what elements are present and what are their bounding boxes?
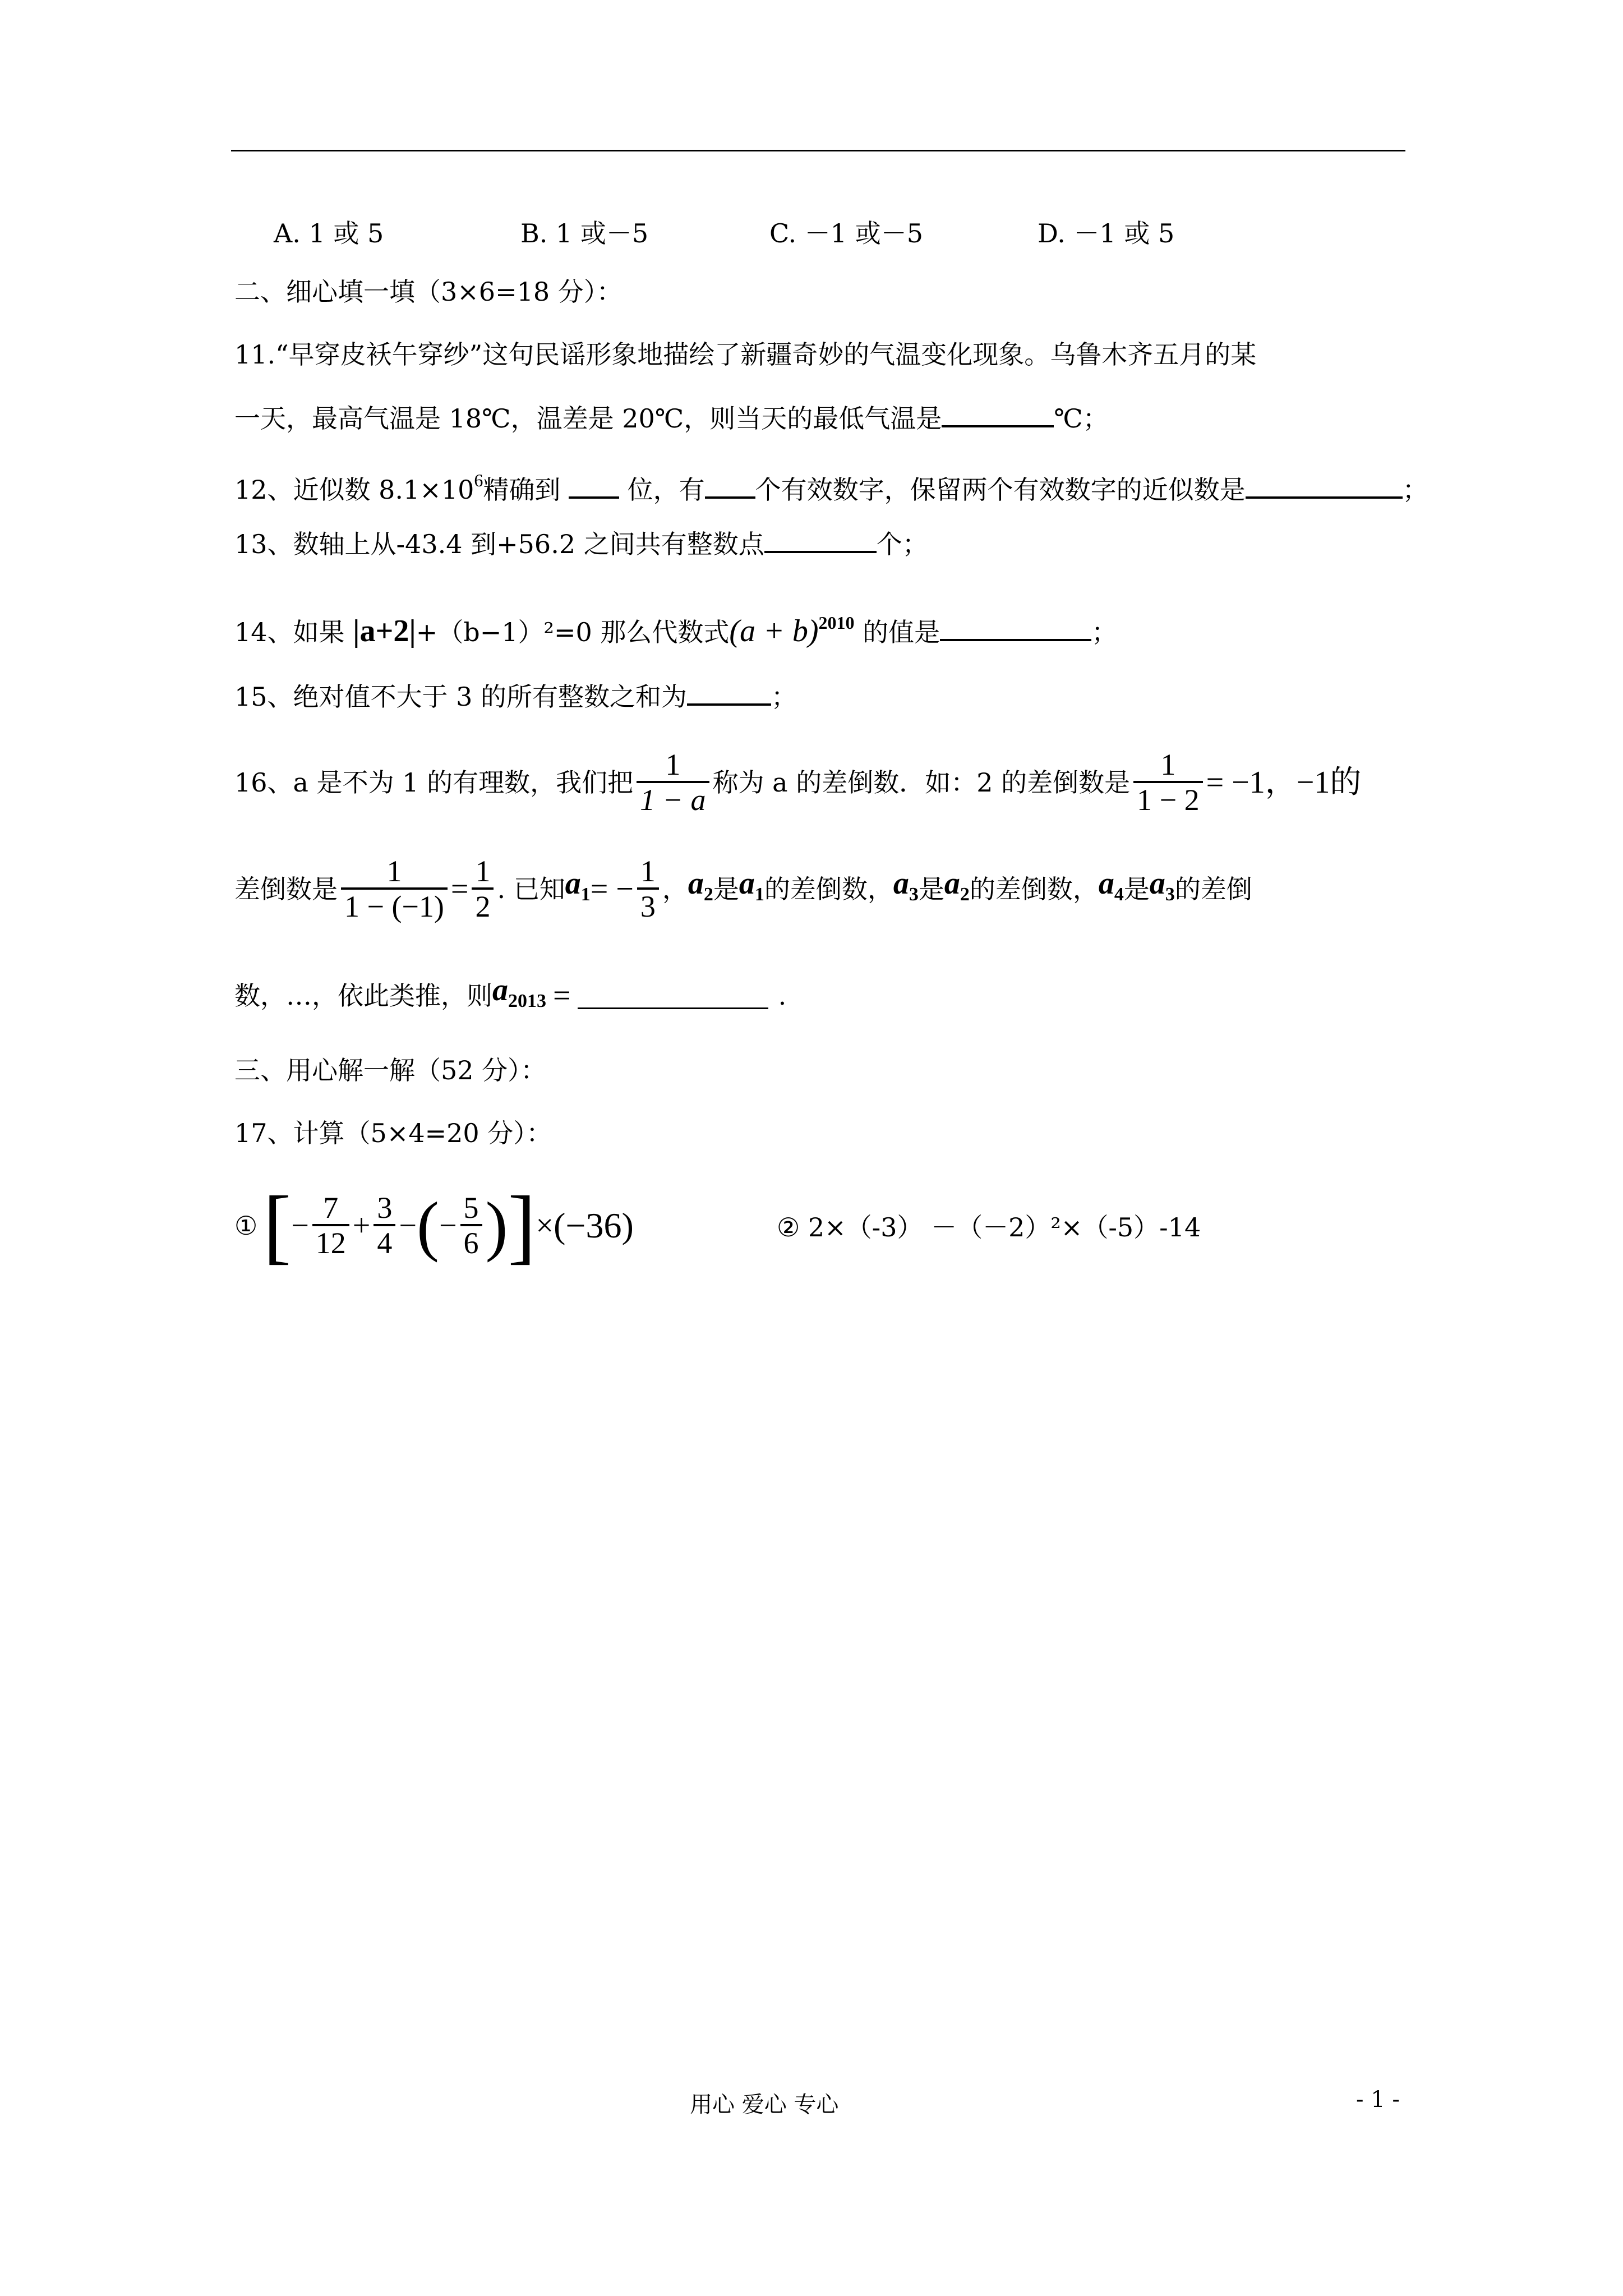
q14-blank[interactable] (940, 614, 1091, 641)
q14-pre: 14、如果 (234, 617, 345, 647)
left-paren: ( (416, 1188, 439, 1263)
q16-a2b (944, 867, 970, 912)
option-d: D. －1 或 5 (1038, 218, 1175, 249)
frac-denominator: 12 (312, 1224, 349, 1260)
q16-a2013 (492, 973, 546, 1018)
q12-blank-1[interactable] (569, 472, 619, 499)
q16-frac-example (1133, 748, 1202, 817)
q16-l2-pre: 差倒数是 (234, 874, 338, 904)
q16-a3b (1150, 867, 1175, 912)
q16-rec2: 的差倒数， (969, 874, 1099, 904)
q15-pre: 15、绝对值不大于 3 的所有整数之和为 (234, 682, 688, 712)
frac-numerator: 1 (640, 854, 656, 888)
footer-motto: 用心 爱心 专心 (690, 2092, 839, 2118)
q16-line3 (234, 973, 787, 1015)
option-a: A. 1 或 5 (274, 218, 384, 249)
frac-numerator: 1 (1160, 748, 1176, 781)
frac-numerator: 3 (377, 1191, 393, 1225)
q16-frac-def (637, 748, 709, 817)
q17-frac-7-12 (312, 1191, 349, 1260)
q12-mid3: 个有效数字，保留两个有效数字的近似数是 (755, 475, 1246, 505)
q16-a1b (739, 867, 764, 912)
subscript: 2013 (508, 991, 546, 1011)
var-a: a (492, 973, 508, 1007)
frac-denominator: 2 (472, 887, 494, 923)
q16-l2-eq: = (450, 872, 469, 907)
subscript: 4 (1114, 884, 1124, 905)
q16-line2 (234, 850, 1252, 928)
q17-frac-3-4 (374, 1191, 395, 1260)
q16-frac-neg (341, 855, 448, 923)
q16-frac-half (472, 855, 494, 923)
q16-frac-third (637, 855, 659, 923)
section-3-title: 三、用心解一解（52 分）： (234, 1055, 547, 1085)
q12-exponent: 6 (474, 470, 483, 490)
q16-l1-eq: = −1， (1206, 765, 1297, 800)
frac-denominator: 4 (374, 1224, 395, 1260)
frac-numerator: 7 (323, 1191, 339, 1225)
subscript: 1 (754, 884, 764, 905)
q15-blank[interactable] (687, 679, 771, 706)
q16-a1 (565, 867, 591, 912)
frac-denominator: 3 (637, 887, 659, 923)
var-a: a (893, 866, 909, 901)
q14-post2: ； (1091, 617, 1118, 647)
frac-numerator: 5 (463, 1191, 479, 1225)
minus-sign: − (291, 1208, 309, 1243)
q17-problem-2: ② 2×（-3） －（－2）²×（-5）-14 (777, 1212, 1201, 1243)
minus-sign: − (399, 1208, 417, 1243)
q15-line (234, 679, 797, 714)
q11-unit: ℃； (1054, 403, 1109, 434)
q14-line (234, 606, 1118, 648)
subscript: 2 (960, 884, 970, 905)
frac-denominator: 1 − 2 (1133, 781, 1202, 817)
q12-post: ； (1402, 475, 1428, 505)
q14-expr: (a + b) (729, 614, 819, 648)
frac-numerator: 1 (475, 854, 491, 888)
right-bracket: ] (508, 1179, 536, 1272)
frac-numerator: 1 (665, 748, 681, 781)
q14-post1: 的值是 (863, 617, 940, 647)
q14-mid: +（b−1）²=0 那么代数式 (416, 617, 730, 647)
right-paren: ) (485, 1188, 508, 1263)
option-c: C. －1 或－5 (769, 218, 923, 249)
q16-rec3: 的差倒 (1174, 874, 1252, 904)
q11-text: 一天，最高气温是 18℃，温差是 20℃，则当天的最低气温是 (234, 403, 942, 434)
q16-l2-mid: . 已知 (497, 874, 565, 904)
q16-l3-post: . (778, 981, 787, 1011)
header-rule (231, 150, 1405, 151)
frac-denominator: 1 − a (637, 781, 709, 817)
q16-l1-pre: 16、a 是不为 1 的有理数，我们把 (234, 767, 634, 798)
var-a: a (565, 866, 581, 901)
option-b: B. 1 或－5 (520, 218, 649, 249)
q12-mid2: 位，有 (627, 475, 705, 505)
section-2-title: 二、细心填一填（3×6=18 分）： (234, 277, 623, 307)
q16-l1-mid: 称为 a 的差倒数．如：2 的差倒数是 (712, 767, 1131, 798)
left-bracket: [ (263, 1179, 292, 1272)
plus-sign: + (352, 1208, 371, 1243)
var-a: a (1149, 866, 1165, 901)
q16-line1 (234, 743, 1361, 822)
q12-blank-3[interactable] (1246, 472, 1403, 499)
subscript: 3 (909, 884, 919, 905)
q11-answer-blank[interactable] (942, 401, 1054, 427)
q16-l3-pre: 数，…，依此类推，则 (234, 981, 492, 1011)
frac-denominator: 6 (460, 1224, 482, 1260)
q16-l1-post: −1的 (1296, 765, 1362, 800)
q11-line1: 11.“早穿皮袄午穿纱”这句民谣形象地描绘了新疆奇妙的气温变化现象。乌鲁木齐五月的某 (234, 339, 1257, 370)
q12-blank-2[interactable] (705, 472, 755, 499)
subscript: 3 (1165, 884, 1175, 905)
q16-a2 (688, 867, 713, 912)
q16-l2-eq2: = − (590, 872, 634, 907)
frac-denominator: 1 − (−1) (341, 887, 448, 923)
q12-line (234, 463, 1428, 507)
var-a: a (739, 866, 755, 901)
q16-is3: 是 (1123, 874, 1150, 904)
minus-sign: − (439, 1208, 457, 1243)
var-a: a (1098, 866, 1114, 901)
q17-frac-5-6 (460, 1191, 482, 1260)
q17-problem-1 (234, 1178, 634, 1273)
q16-l3-eq: = (553, 978, 571, 1013)
subscript: 2 (703, 884, 713, 905)
q14-exponent: 2010 (818, 613, 855, 633)
q13-pre: 13、数轴上从-43.4 到+56.2 之间共有整数点 (234, 529, 764, 559)
q15-post: ； (771, 682, 797, 712)
times-sign: × (536, 1208, 554, 1243)
q16-is: 是 (713, 874, 739, 904)
q13-line (234, 526, 928, 561)
var-a: a (688, 866, 704, 901)
subscript: 1 (580, 884, 591, 905)
q16-a3 (893, 867, 919, 912)
q13-post: 个； (876, 529, 928, 559)
q12-mid1: 精确到 (483, 475, 561, 505)
q17-title: 17、计算（5×4=20 分）： (234, 1118, 552, 1148)
page-number: - 1 - (1356, 2087, 1400, 2113)
frac-numerator: 1 (386, 854, 402, 888)
q11-line2 (234, 401, 1109, 435)
q16-blank[interactable] (578, 983, 768, 1009)
q12-pre: 12、近似数 8.1×10 (234, 475, 474, 505)
q16-a4 (1099, 867, 1124, 912)
q16-rec: 的差倒数， (764, 874, 893, 904)
var-a: a (944, 866, 960, 901)
q14-abs-expr: |a+2| (353, 614, 416, 648)
q17-p1-label: ① (234, 1211, 258, 1241)
q13-blank[interactable] (764, 526, 877, 553)
q17-p1-last: (−36) (554, 1205, 634, 1245)
q16-comma: ， (662, 874, 688, 904)
q16-is2: 是 (918, 874, 944, 904)
